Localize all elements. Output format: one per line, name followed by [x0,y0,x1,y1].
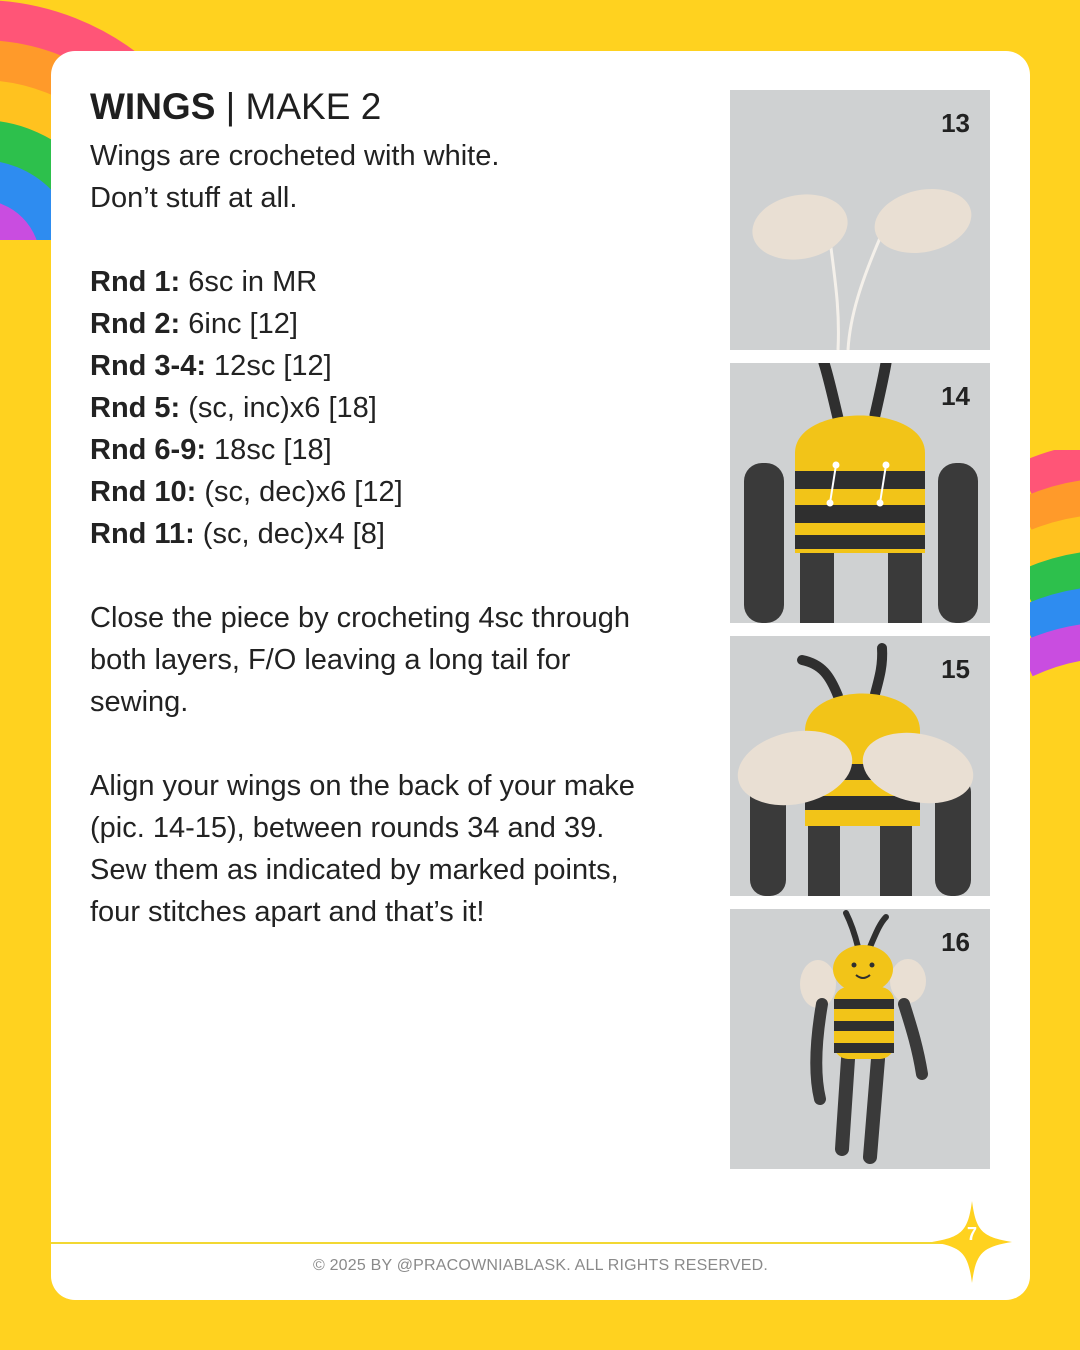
intro-line: Wings are crocheted with white. [90,140,500,172]
copyright-footer: © 2025 BY @PRACOWNIABLASK. ALL RIGHTS RESERVED. [312,1257,769,1274]
round-row: Rnd 6-9: 18sc [18] [90,434,332,466]
photo-number: 16 [941,927,970,957]
round-instructions [90,261,403,555]
photo-two-wings [730,90,990,350]
intro-line: Don’t stuff at all. [90,182,298,214]
page-title: WINGS | MAKE 2 [90,86,382,127]
round-row: Rnd 1: 6sc in MR [90,266,318,298]
page-number: 7 [966,1224,977,1244]
closing-paragraph: Close the piece by crocheting 4sc through both layers, F/O leaving a long tail for sewing. [90,602,631,718]
round-row: Rnd 5: (sc, inc)x6 [18] [90,392,377,424]
photo-number: 14 [941,381,970,411]
footer-divider [51,1242,951,1244]
photo-number: 15 [941,654,970,684]
photo-number: 13 [941,108,970,138]
assembly-paragraph: Align your wings on the back of your make (pic. 14-15), between rounds 34 and 39. Sew them as indicated by marked points, four stitches apart and that’s it! [90,770,635,928]
round-row: Rnd 11: (sc, dec)x4 [8] [90,518,385,550]
round-row: Rnd 3-4: 12sc [12] [90,350,332,382]
intro-text [90,135,499,219]
rainbow-right [1025,450,1080,690]
round-row: Rnd 10: (sc, dec)x6 [12] [90,476,403,508]
photo-bee-back-with-wings [730,636,990,896]
photo-finished-bee [730,909,990,1169]
photo-bee-back-marked [730,363,990,623]
content-card [51,51,1030,1300]
round-row: Rnd 2: 6inc [12] [90,308,298,340]
